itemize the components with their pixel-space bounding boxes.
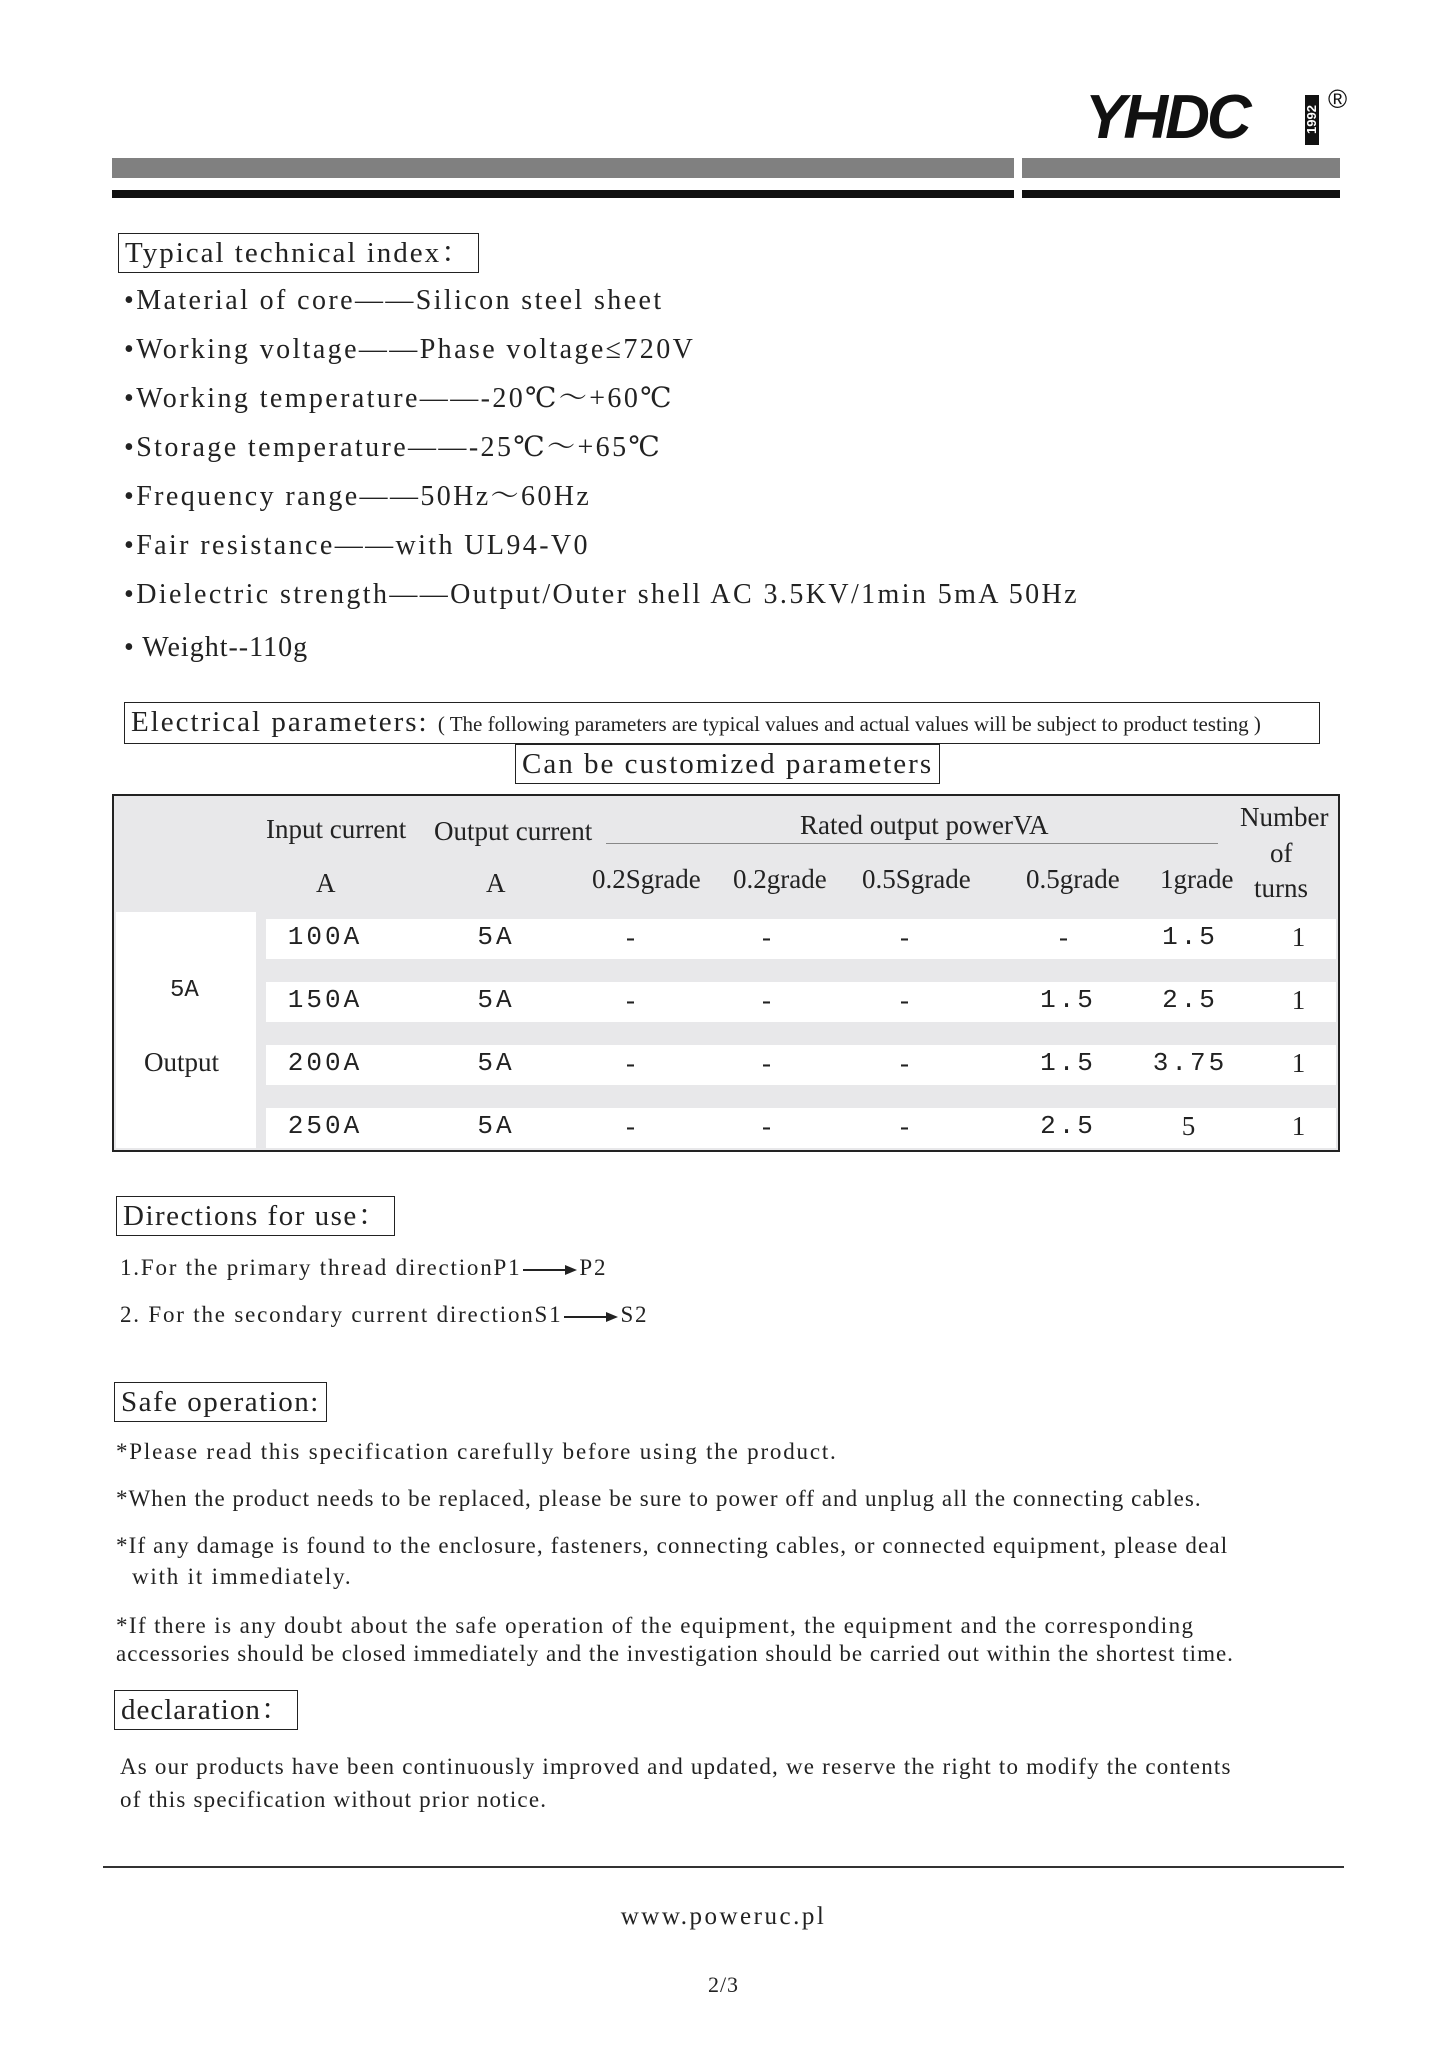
- tech-item: •Working temperature——-20℃～+60℃: [124, 383, 674, 414]
- group-label-5a: 5A: [170, 977, 199, 1004]
- cell-turns: 1: [1291, 1048, 1309, 1078]
- tech-item: •Fair resistance——with UL94-V0: [124, 530, 590, 561]
- direction-primary-text: 1.For the primary thread directionP1: [120, 1255, 522, 1280]
- electrical-heading: Electrical parameters:: [131, 706, 429, 738]
- cell-turns: 1: [1291, 922, 1309, 952]
- direction-secondary-end: S2: [620, 1302, 649, 1327]
- cell-g3: -: [900, 985, 912, 1015]
- cell-g3: -: [900, 1111, 912, 1141]
- grade-header: 0.2Sgrade: [592, 864, 701, 894]
- direction-line-secondary: [120, 1300, 648, 1332]
- cell-g4: 1.5: [1040, 1048, 1096, 1078]
- registered-mark: ®: [1328, 84, 1348, 114]
- cell-g5: 5: [1181, 1111, 1199, 1141]
- cell-g3: -: [900, 922, 912, 952]
- cell-output: 5A: [477, 1111, 515, 1141]
- cell-input: 250A: [287, 1111, 363, 1141]
- header-bar-black-right: [1022, 190, 1340, 198]
- cell-g4: 1.5: [1040, 985, 1096, 1015]
- logo-year: 1992: [1305, 95, 1319, 145]
- col-output-header: Output current: [434, 816, 593, 846]
- cell-input: 100A: [287, 922, 363, 952]
- col-input-header: Input current: [266, 814, 407, 844]
- cell-g3: -: [900, 1048, 912, 1078]
- direction-line-primary: [120, 1253, 607, 1285]
- customizable-label: Can be customized parameters: [515, 744, 940, 784]
- tech-item: •Working voltage——Phase voltage≤720V: [124, 334, 696, 365]
- cell-output: 5A: [477, 922, 515, 952]
- safe-line: *When the product needs to be replaced, please be sure to power off and unplug all the connecting cables.: [116, 1486, 1202, 1511]
- cell-g2: -: [762, 1111, 774, 1141]
- tech-item: •Dielectric strength——Output/Outer shell AC 3.5KV/1min 5mA 50Hz: [124, 579, 1080, 610]
- brand-logo: YHDC: [1085, 83, 1249, 152]
- footer-website: www.poweruc.pl: [620, 1903, 827, 1930]
- declaration-line: of this specification without prior notice.: [120, 1787, 548, 1812]
- unit-input: A: [316, 868, 336, 898]
- declaration-heading: declaration：: [114, 1690, 298, 1730]
- tech-item: •Material of core——Silicon steel sheet: [124, 285, 664, 316]
- cell-input: 150A: [287, 985, 363, 1015]
- cell-g5: 2.5: [1162, 985, 1218, 1015]
- col-power-header: Rated output powerVA: [800, 810, 1049, 840]
- safe-line: *If there is any doubt about the safe operation of the equipment, the equipment and the corresponding: [116, 1613, 1195, 1638]
- cell-g1: -: [626, 985, 638, 1015]
- cell-g1: -: [626, 1111, 638, 1141]
- page-number: 2/3: [707, 1972, 740, 1997]
- grade-header: 0.2grade: [733, 864, 827, 894]
- declaration-line: As our products have been continuously improved and updated, we reserve the right to modify the contents: [120, 1754, 1232, 1779]
- cell-g2: -: [762, 1048, 774, 1078]
- cell-g1: -: [626, 922, 638, 952]
- cell-output: 5A: [477, 1048, 515, 1078]
- cell-g4: -: [1059, 922, 1071, 952]
- cell-g1: -: [626, 1048, 638, 1078]
- col-turns-header-2: of: [1270, 838, 1293, 868]
- safe-line: *If any damage is found to the enclosure, fasteners, connecting cables, or connected equipment, please deal: [116, 1533, 1229, 1558]
- arrow-right-icon: [523, 1255, 577, 1285]
- tech-item: • Weight--110g: [124, 632, 309, 663]
- grade-header: 0.5grade: [1026, 864, 1120, 894]
- arrow-right-icon: [564, 1302, 618, 1332]
- power-header-rule: [606, 843, 1218, 844]
- cell-g5: 3.75: [1152, 1048, 1228, 1078]
- grade-header: 0.5Sgrade: [862, 864, 971, 894]
- safe-line: accessories should be closed immediately and the investigation should be carried out within the shortest time.: [116, 1641, 1234, 1666]
- cell-input: 200A: [287, 1048, 363, 1078]
- header-bar-grey-left: [112, 158, 1014, 178]
- tech-item: •Frequency range——50Hz～60Hz: [124, 481, 592, 512]
- electrical-note: ( The following parameters are typical values and actual values will be subject to product testing ): [437, 712, 1261, 736]
- electrical-heading-box: [124, 702, 1320, 744]
- cell-output: 5A: [477, 985, 515, 1015]
- directions-heading: Directions for use：: [116, 1196, 395, 1236]
- safe-heading: Safe operation:: [114, 1382, 327, 1422]
- group-label-output: Output: [144, 1047, 220, 1077]
- safe-line: *Please read this specification carefully before using the product.: [116, 1439, 838, 1464]
- cell-g5: 1.5: [1162, 922, 1218, 952]
- group-cell: [116, 912, 256, 1148]
- unit-output: A: [486, 868, 506, 898]
- cell-g4: 2.5: [1040, 1111, 1096, 1141]
- technical-heading: Typical technical index：: [118, 233, 479, 273]
- parameter-table: [112, 794, 1340, 1152]
- col-turns-header-1: Number: [1240, 802, 1329, 832]
- cell-g2: -: [762, 922, 774, 952]
- safe-line: with it immediately.: [132, 1564, 353, 1589]
- col-turns-header-3: turns: [1254, 873, 1308, 903]
- cell-turns: 1: [1291, 985, 1309, 1015]
- cell-turns: 1: [1291, 1111, 1309, 1141]
- footer-divider: [103, 1866, 1344, 1868]
- header-bar-grey-right: [1022, 158, 1340, 178]
- tech-item: •Storage temperature——-25℃～+65℃: [124, 432, 663, 463]
- grade-header: 1grade: [1160, 864, 1234, 894]
- direction-secondary-text: 2. For the secondary current directionS1: [120, 1302, 563, 1327]
- header-bar-black-left: [112, 190, 1014, 198]
- cell-g2: -: [762, 985, 774, 1015]
- direction-primary-end: P2: [579, 1255, 608, 1280]
